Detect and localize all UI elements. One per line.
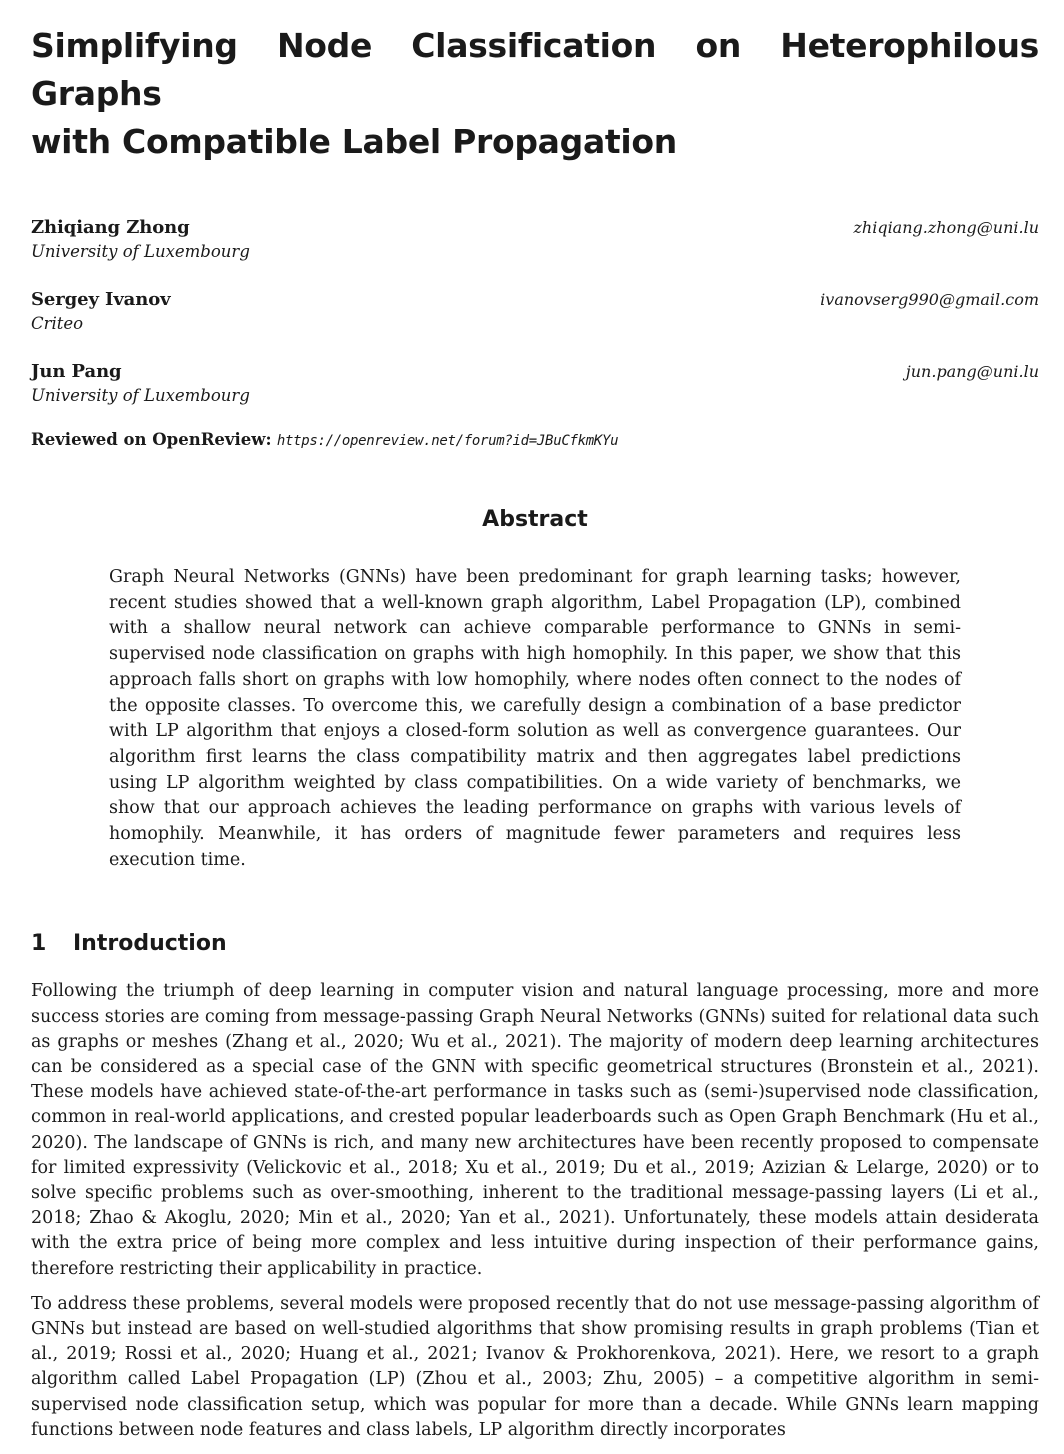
- paper-title-line-1: Simplifying Node Classification on Heterophilous Graphs: [31, 26, 1039, 113]
- author-affiliation: University of Luxembourg: [31, 386, 250, 405]
- author-affiliation: Criteo: [31, 314, 84, 333]
- section-heading-introduction: [31, 929, 1039, 959]
- author-email: jun.pang@uni.lu: [905, 362, 1039, 381]
- abstract-text: Graph Neural Networks (GNNs) have been predominant for graph learning tasks; however, recent studies showed that a well-known graph algorithm, Label Propagation (LP), combined with a shallow neural network can achieve comparable performance to GNNs in semi-supervised node classification on graphs with high homophily. In this paper, we show that this approach falls short on graphs with low homophily, where nodes often connect to the nodes of the opposite classes. To overcome this, we carefully design a combination of a base predictor with LP algorithm that enjoys a closed-form solution as well as convergence guarantees. Our algorithm first learns the class compatibility matrix and then aggregates label predictions using LP algorithm weighted by class compatibilities. On a wide variety of benchmarks, we show that our approach achieves the leading performance on graphs with various levels of homophily. Meanwhile, it has orders of magnitude fewer parameters and requires less execution time.: [109, 567, 961, 870]
- author-block-2: [31, 288, 1039, 336]
- paper-title-line-2: with Compatible Label Propagation: [31, 122, 677, 161]
- review-label: Reviewed on OpenReview:: [31, 430, 272, 449]
- review-note: [31, 428, 1039, 453]
- author-block-1: [31, 216, 1039, 264]
- author-affiliation: University of Luxembourg: [31, 242, 250, 261]
- section-number: 1: [31, 931, 47, 957]
- author-email: ivanovserg990@gmail.com: [820, 290, 1039, 309]
- openreview-link[interactable]: https://openreview.net/forum?id=JBuCfkmKYu: [276, 433, 619, 449]
- author-name: Zhiqiang Zhong: [31, 217, 190, 238]
- author-email: zhiqiang.zhong@uni.lu: [853, 218, 1039, 237]
- abstract-heading: Abstract: [482, 507, 588, 532]
- author-name: Jun Pang: [31, 361, 122, 382]
- section-title: Introduction: [73, 931, 227, 957]
- paper-title: [31, 22, 1039, 166]
- author-list: [31, 216, 1039, 408]
- author-name: Sergey Ivanov: [31, 289, 171, 310]
- paper-page: [31, 22, 1039, 1443]
- intro-paragraph-2: To address these problems, several models were proposed recently that do not use message-passing algorithm of GNNs but instead are based on well-studied algorithms that show promising results in graph problems (Tian et al., 2019; Rossi et al., 2020; Huang et al., 2021; Ivanov & Prokhorenkova, 2021). Here, we resort to a graph algorithm called Label Propagation (LP) (Zhou et al., 2003; Zhu, 2005) – a competitive algorithm in semi-supervised node classification setup, which was popular for more than a decade. While GNNs learn mapping functions between node features and class labels, LP algorithm directly incorporates: [31, 1293, 1039, 1440]
- author-block-3: [31, 360, 1039, 408]
- intro-paragraph-1: Following the triumph of deep learning in computer vision and natural language processing, more and more success stories are coming from message-passing Graph Neural Networks (GNNs) suited for relational data such as graphs or meshes (Zhang et al., 2020; Wu et al., 2021). The majority of modern deep learning architectures can be considered as a special case of the GNN with specific geometrical structures (Bronstein et al., 2021). These models have achieved state-of-the-art performance in tasks such as (semi-)supervised node classification, common in real-world applications, and crested popular leaderboards such as Open Graph Benchmark (Hu et al., 2020). The landscape of GNNs is rich, and many new architectures have been recently proposed to compensate for limited expressivity (Velickovic et al., 2018; Xu et al., 2019; Du et al., 2019; Azizian & Lelarge, 2020) or to solve specific problems such as over-smoothing, inherent to the traditional message-passing layers (Li et al., 2018; Zhao & Akoglu, 2020; Min et al., 2020; Yan et al., 2021). Unfortunately, these models attain desiderata with the extra price of being more complex and less intuitive during inspection of their performance gains, therefore restricting their applicability in practice.: [31, 981, 1039, 1279]
